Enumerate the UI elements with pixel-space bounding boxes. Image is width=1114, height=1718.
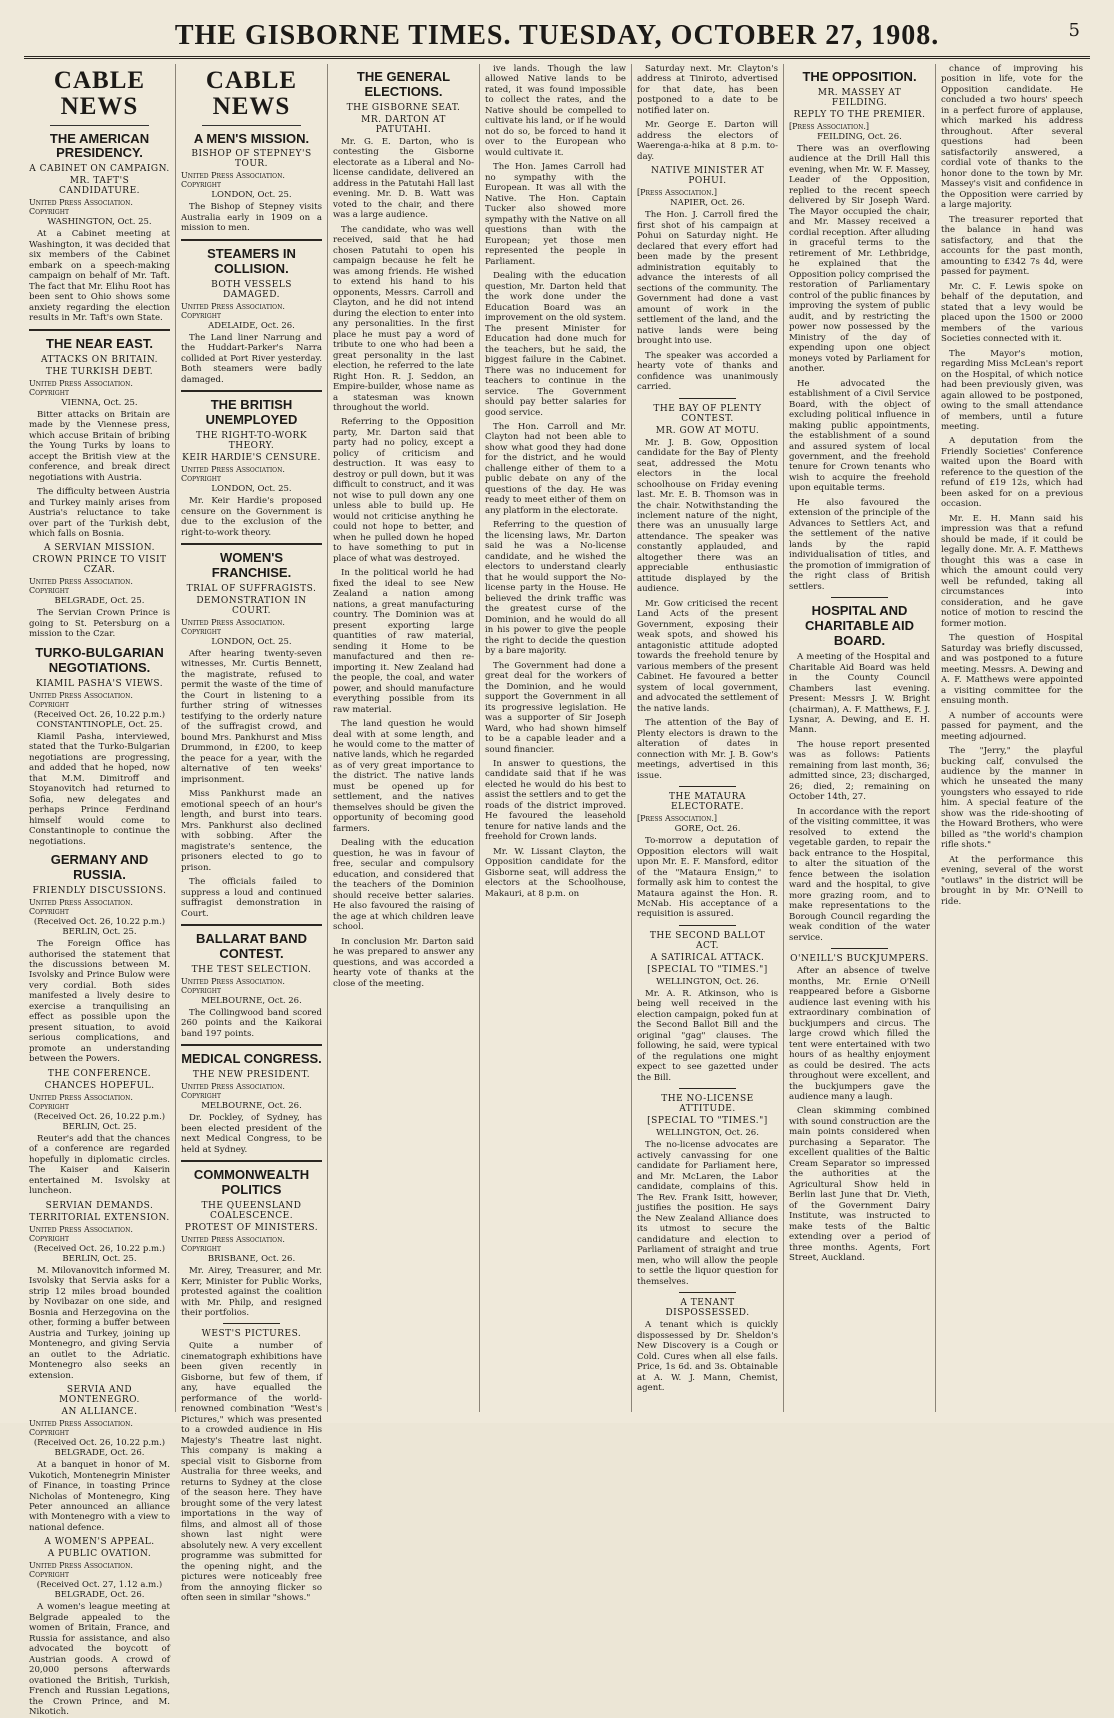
press-credit: United Press Association. Copyright [29, 1224, 133, 1243]
article-paragraph: A women's league meeting at Belgrade appealed to the women of Britain, France, and Russia for assistance, and also advocated the boycott of Austrian goods. A crowd of 20,000 persons afterwards ovationed the British, Turkish, French and Russian Legations, the Crown Prince, and M. Nikotich. [29, 1602, 170, 1718]
divider-rule [181, 390, 322, 392]
press-credit: United Press Association. Copyright [181, 465, 285, 484]
columns-container [24, 64, 1090, 1718]
article-subheading: [SPECIAL TO "TIMES."] [647, 964, 768, 975]
article-paragraph: Dealing with the education question, Mr. Darton held that the work done under the Education Board was an improvement on the old system. The present Minister for Education had done much for the teachers, but he said, the biggest failure in the Cabinet. There was no inducement for teachers to continue in the service. The Government should pay better salaries for good service. [485, 271, 626, 418]
press-credit: United Press Association. Copyright [29, 898, 133, 917]
article-paragraph: The "Jerry," the playful bucking calf, convulsed the audience by the manner in which he unseated the many youngsters who essayed to ride him. A special feature of the show was the ride-shooting of the Howard Brothers, who were billed as "the world's champion rifle shots." [941, 746, 1083, 851]
column-1 [24, 64, 176, 1718]
article-dateline: (Received Oct. 26, 10.22 p.m.) BELGRADE, Oct. 26. [33, 1438, 166, 1459]
article-dateline: LONDON, Oct. 25. [211, 190, 292, 201]
article-subheading: THE SECOND BALLOT ACT. [649, 930, 766, 951]
article-paragraph: Mr. Keir Hardie's proposed censure on the Government is due to the exclusion of the right-to-work theory. [181, 496, 322, 538]
article-paragraph: The officials failed to suppress a loud and continued suffragist demonstration in Court. [181, 877, 322, 919]
article-paragraph: Mr. Airey, Treasurer, and Mr. Kerr, Minister for Public Works, protested against the coalition with Mr. Philp, and resigned their portfolios. [181, 1266, 322, 1318]
masthead-title: THE GISBORNE TIMES. TUESDAY, OCTOBER 27, 1908. [174, 20, 940, 51]
press-credit: United Press Association. Copyright [29, 198, 133, 217]
divider-rule [679, 398, 735, 399]
article-subheading: MR. GOW AT MOTU. [655, 425, 760, 436]
article-subheading: A TENANT DISPOSSESSED. [665, 1298, 750, 1319]
article-paragraph: The attention of the Bay of Plenty electors is drawn to the alteration of dates in connection with Mr. J. B. Gow's meetings, advertised in this issue. [637, 718, 778, 781]
article-headline: WOMEN'S FRANCHISE. [211, 550, 292, 580]
article-headline: HOSPITAL AND CHARITABLE AID BOARD. [804, 603, 915, 649]
press-credit: United Press Association. Copyright [29, 1419, 133, 1438]
divider-rule [679, 786, 735, 787]
press-credit: United Press Association. Copyright [181, 976, 285, 995]
article-paragraph: Mr. Gow criticised the recent Land Acts of the present Government, exposing their weak spots, and showed his antagonistic attitude adopted towards the freehold tenure by various members of the present Cabinet. He favoured a better system of local government, and advocated the settlement of the native lands. [637, 598, 778, 714]
article-subheading: MR. TAFT'S CANDIDATURE. [58, 176, 141, 197]
article-dateline: BELGRADE, Oct. 25. [54, 596, 145, 607]
article-headline: A MEN'S MISSION. [193, 130, 310, 146]
article-paragraph: To-morrow a deputation of Opposition electors will wait upon Mr. E. F. Mansford, editor of the "Mataura Ensign," to formally ask him to contest the Mataura against the Hon. R. McNab. His acceptance of a requisition is assured. [637, 836, 778, 920]
article-dateline: LONDON, Oct. 25. [211, 484, 292, 495]
divider-rule [29, 329, 170, 331]
article-paragraph: The no-license advocates are actively canvassing for one candidate for Parliament here, and Mr. McLaren, the Labor candidate, complains of this. The Rev. Frank Isitt, however, justifies the position. He says the New Zealand Alliance does its utmost to secure the candidature and election to Parliament of straight and true men, who will allow the people to settle the liquor question for themselves. [637, 1140, 778, 1287]
article-paragraph: A deputation from the Friendly Societies' Conference waited upon the Board with reference to the question of the refund of £19 12s, which had been asked for on a previous occasion. [941, 436, 1083, 510]
article-subheading: PROTEST OF MINISTERS. [184, 1223, 319, 1234]
article-paragraph: Clean skimming combined with sound construction are the main points considered when purchasing a Separator. The excellent qualities of the Baltic Cream Separator so impressed the authorities at the Agricultural Show held in Berlin last June that Dr. Vieth, of the Government Dairy Institute, was instructed to make tests of the Baltic extending over a period of three months. Agents, Fort Street, Auckland. [789, 1106, 930, 1264]
article-paragraph: The candidate, who was well received, said that he had chosen Patutahi to open his campaign because he felt he was among friends. He wished to extend his hand to his opponents, Messrs. Carroll and Clayton, and he did not intend during the election to enter into any personalities. In the first place he must pay a word of tribute to one who had been a great personality in the last election, he referred to the late Right Hon. R. J. Seddon, an Empire-builder, whose name as a statesman was known throughout the world. [333, 224, 474, 413]
article-subheading: CHANCES HOPEFUL. [44, 1080, 155, 1091]
article-subheading: THE CONFERENCE. [47, 1068, 152, 1079]
article-headline: BALLARAT BAND CONTEST. [196, 930, 307, 961]
divider-rule [181, 924, 322, 926]
column-5 [632, 64, 784, 1412]
article-subheading: THE RIGHT-TO-WORK THEORY. [195, 431, 308, 452]
article-headline: MEDICAL CONGRESS. [181, 1051, 322, 1067]
article-paragraph: Miss Pankhurst made an emotional speech of an hour's length, and burst into tears. Mrs. Pankhurst also declined with sobbing. After the magistrate's sentence, the prisoners elected to go to prison. [181, 789, 322, 873]
article-paragraph: In the political world he had fixed the ideal to see New Zealand a nation among nations, a great manufacturing country. The Dominion was at present exporting large quantities of raw material, sending it Home to be manufactured and then re-importing it. New Zealand had the people, the coal, and water power, and should manufacture everything possible from its raw material. [333, 568, 474, 715]
article-subheading: ATTACKS ON BRITAIN. [40, 354, 159, 365]
article-paragraph: He advocated the establishment of a Civil Service Board, with the object of excluding political influence in making public appointments, the establishment of a sound and assured system of local government, and the freehold tenure for Crown tenants who wish to acquire the freehold upon equitable terms. [789, 378, 930, 494]
article-dateline: MELBOURNE, Oct. 26. [201, 1101, 302, 1112]
article-paragraph: Reuter's add that the chances of a conference are regarded hopefully in diplomatic circles. The Kaiser and Kaiserin entertained M. Isvolsky at luncheon. [29, 1133, 170, 1197]
article-subheading: BISHOP OF STEPNEY'S TOUR. [191, 149, 312, 170]
article-subheading: A SATIRICAL ATTACK. [650, 952, 765, 963]
article-subheading: KIAMIL PASHA'S VIEWS. [35, 678, 164, 689]
article-paragraph: The Government had done a great deal for the workers of the Dominion, and he would support the Government in all its progressive legislation. He was a supporter of Sir Joseph Ward, who had shown himself to be a capable leader and a sound financier. [485, 660, 626, 755]
article-subheading: MR. MASSEY AT FEILDING. [817, 87, 902, 108]
article-paragraph: The house report presented was as follows: Patients remaining from last month, 36; admitted since, 23; discharged, 26; died, 2; remaining on October 14th, 27. [789, 739, 930, 803]
article-headline: THE BRITISH UNEMPLOYED [205, 397, 298, 428]
article-dateline: WASHINGTON, Oct. 25. [47, 217, 152, 228]
article-subheading: WEST'S PICTURES. [201, 1329, 302, 1340]
article-dateline: FEILDING, Oct. 26. [817, 131, 902, 142]
article-subheading: [SPECIAL TO "TIMES."] [647, 1116, 768, 1127]
article-subheading: A CABINET ON CAMPAIGN. [29, 164, 170, 175]
article-paragraph: chance of improving his position in life, vote for the Opposition candidate. He concluded a two hours' speech in a perfect furore of applause, which marked his address throughout. After several questions had been satisfactorily answered, a cordial vote of thanks to the honor done to the town by Mr. Massey's visit and confidence in the Opposition were carried by a large majority. [941, 64, 1083, 211]
article-subheading: THE NEW PRESIDENT. [192, 1070, 311, 1081]
article-subheading: CROWN PRINCE TO VISIT CZAR. [32, 555, 167, 576]
article-dateline: (Received Oct. 26, 10.22 p.m.) BERLIN, Oct. 25. [33, 1111, 166, 1132]
article-paragraph: The Land liner Narrung and the Huddart-Parker's Narra collided at Port River yesterday. Both steamers were badly damaged. [181, 332, 322, 385]
article-paragraph: Referring to the Opposition party, Mr. Darton said that party had no policy, except a policy of criticism and destruction. It was easy to destroy or pull down, but it was difficult to construct, and it was not wise to pull down any one unless able to build up. He would not criticise anything he could not hope to better, and when he pulled down he hoped to have something to put in place of what was destroyed. [333, 417, 474, 564]
article-subheading: AN ALLIANCE. [61, 1407, 138, 1418]
article-paragraph: ive lands. Though the law allowed Native lands to be rated, it was found impossible to collect the rates, and the Native should be compelled to cultivate his land, or if he would not do so, be forced to hand it over to the European who would cultivate it. [485, 64, 626, 158]
article-paragraph: Bitter attacks on Britain are made by the Viennese press, which accuse Britain of bribing the Young Turks by loans to accept the British view at the conference, and break direct negotiations with Austria. [29, 409, 170, 483]
article-paragraph: Mr. C. F. Lewis spoke on behalf of the deputation, and stated that a levy would be placed upon the 1500 or 2000 members of the various Societies connected with it. [941, 281, 1083, 345]
article-paragraph: The Hon. James Carroll had no sympathy with the European. It was all with the Native. The Hon. Captain Tucker also showed more sympathy with the Native on all questions than with the European; yet those men represented the people in Parliament. [485, 162, 626, 267]
press-credit: United Press Association. Copyright [181, 171, 285, 190]
article-subheading: THE GISBORNE SEAT. [346, 102, 461, 113]
article-paragraph: At the performance this evening, several of the worst "outlaws" in the district will be brought in by Mr. O'Neill to ride. [941, 854, 1083, 907]
press-credit: United Press Association. Copyright [181, 1235, 285, 1254]
article-subheading: THE BAY OF PLENTY CONTEST. [653, 403, 762, 424]
article-paragraph: In accordance with the report of the visiting committee, it was resolved to extend the vegetable garden, to repair the back entrance to the Hospital, to alter the situation of the fence between the isolation ward and the hospital, to give more grazing room, and to make representations to the Borough Council regarding the weak condition of the water service. [789, 806, 930, 943]
article-paragraph: A number of accounts were passed for payment, and the meeting adjourned. [941, 710, 1083, 742]
divider-rule [181, 239, 322, 241]
press-credit: [Press Association.] [637, 188, 718, 198]
article-headline: THE AMERICAN PRESIDENCY. [49, 130, 150, 161]
press-credit: [Press Association.] [637, 814, 718, 824]
article-subheading: A PUBLIC OVATION. [47, 1549, 152, 1560]
article-subheading: O'NEILL'S BUCKJUMPERS. [790, 954, 929, 965]
article-dateline: (Received Oct. 26, 10.22 p.m.) BERLIN, Oct. 25. [33, 917, 166, 938]
article-paragraph: He also favoured the extension of the principle of the Advances to Settlers Act, and the settlement of the native lands by the rapid individualisation of titles, and the promotion of immigration of the right class of British settlers. [789, 497, 930, 592]
article-paragraph: A meeting of the Hospital and Charitable Aid Board was held in the County Council Chambers last evening. Present: Messrs J. W. Bright (chairman), A. F. Matthews, F. J. Lysnar, A. Dewing, and E. H. Mann. [789, 652, 930, 736]
article-paragraph: The land question he would deal with at some length, and he would come to the matter of native lands, which he regarded as of very great importance to the district. The native lands must be opened up for settlement, and the natives themselves should be given the opportunity of becoming good farmers. [333, 719, 474, 834]
press-credit: United Press Association. Copyright [181, 1082, 285, 1101]
divider-rule [679, 925, 735, 926]
article-headline: TURKO-BULGARIAN NEGOTIATIONS. [35, 644, 164, 675]
article-paragraph: Kiamil Pasha, interviewed, stated that the Turko-Bulgarian negotiations are progressing, and added that he hoped, now that M.M. Dimitroff and Stoyanovitch had returned to Sofia, new delegates and perhaps Prince Ferdinand himself would come to Constantinople to continue the negotiations. [29, 731, 170, 847]
article-headline: COMMONWEALTH POLITICS [193, 1167, 310, 1198]
article-subheading: KEIR HARDIE'S CENSURE. [182, 453, 321, 464]
article-dateline: VIENNA, Oct. 25. [61, 397, 138, 408]
article-dateline: GORE, Oct. 26. [674, 824, 741, 835]
article-subheading: BOTH VESSELS DAMAGED. [211, 279, 292, 300]
article-paragraph: The Foreign Office has authorised the statement that the discussions between M. Isvolsky and Prince Bulow were very cordial. Both sides manifested a lively desire to exercise a tranquilising an effect as possible upon the present situation, to avoid serious complications, and promote an understanding between the Powers. [29, 939, 170, 1065]
article-paragraph: After hearing twenty-seven witnesses, Mr. Curtis Bennett, the magistrate, refused to permit the waste of the time of the Court in listening to a further string of witnesses testifying to the orderly nature of the suffragist crowd, and bound Mrs. Pankhurst and Miss Drummond, in £200, to keep the peace for a year, with the alternative of ten weeks' imprisonment. [181, 648, 322, 785]
article-subheading: FRIENDLY DISCUSSIONS. [32, 886, 167, 897]
divider-rule [679, 1292, 735, 1293]
article-paragraph: The Collingwood band scored 260 points and the Kaikorai band 197 points. [181, 1007, 322, 1039]
article-dateline: BRISBANE, Oct. 26. [207, 1254, 296, 1265]
article-paragraph: A tenant which is quickly dispossessed by Dr. Sheldon's New Discovery is a Cough or Cold. Cures when all else fails. Price, 1s 6d. and 3s. Obtainable at A. W. J. Mann, Chemist, agent. [637, 1320, 778, 1394]
article-paragraph: The speaker was accorded a hearty vote of thanks and confidence was unanimously carried. [637, 350, 778, 393]
article-subheading: THE NO-LICENSE ATTITUDE. [661, 1094, 754, 1115]
article-dateline: (Received Oct. 27, 1.12 a.m.) BELGRADE, Oct. 26. [36, 1580, 163, 1601]
article-subheading: SERVIA AND MONTENEGRO. [59, 1385, 140, 1406]
article-paragraph: At a Cabinet meeting at Washington, it was decided that six members of the Cabinet embark on a speech-making campaign on behalf of Mr. Taft. The fact that Mr. Elihu Root has been sent to Ohio shows some anxiety regarding the election results in Mr. Taft's own State. [29, 229, 170, 324]
article-subheading: TRIAL OF SUFFRAGISTS. [186, 583, 317, 594]
article-dateline: WELLINGTON, Oct. 26. [656, 1128, 759, 1139]
divider-rule [181, 1044, 322, 1046]
divider-rule [181, 543, 322, 545]
article-paragraph: In conclusion Mr. Darton said he was prepared to answer any questions, and was accorded a hearty vote of thanks at the close of the meeting. [333, 936, 474, 989]
column-6 [784, 64, 936, 1412]
column-3 [328, 64, 480, 1412]
article-paragraph: The treasurer reported that the balance in hand was satisfactory, and that the accounts for the past month, amounting to £342 7s 4d, were passed for payment. [941, 214, 1083, 278]
article-subheading: A WOMEN'S APPEAL. [44, 1537, 155, 1548]
article-dateline: (Received Oct. 26, 10.22 p.m.) CONSTANTINOPLE, Oct. 25. [33, 709, 166, 730]
article-dateline: (Received Oct. 26, 10.22 p.m.) BERLIN, Oct. 25. [33, 1243, 166, 1264]
article-paragraph: The Bishop of Stepney visits Australia early in 1909 on a mission to men. [181, 202, 322, 234]
article-subheading: A SERVIAN MISSION. [44, 543, 155, 554]
article-subheading: MR. DARTON AT PATUTAHI. [361, 114, 446, 135]
article-subheading: REPLY TO THE PREMIER. [793, 109, 926, 120]
column-2 [176, 64, 328, 1604]
article-subheading: TERRITORIAL EXTENSION. [29, 1212, 170, 1223]
article-paragraph: The Mayor's motion, regarding Miss McLean's report on the Hospital, of which notice had been previously given, was again allowed to be postponed, owing to the small attendance of members, until a future meeting. [941, 348, 1083, 432]
article-dateline: LONDON, Oct. 25. [211, 636, 292, 647]
press-credit: United Press Association. Copyright [181, 617, 285, 636]
article-paragraph: Mr. George E. Darton will address the electors of Waerenga-a-hika at 8 p.m. to-day. [637, 120, 778, 162]
article-paragraph: Mr. J. B. Gow, Opposition candidate for the Bay of Plenty seat, addressed the Motu electors in the local schoolhouse on Friday evening last. Mr. E. B. Thomson was in the chair. Notwithstanding the inclement nature of the night, there was an unusually large attendance. The speaker was constantly applauded, and altogether there was an appreciable enthusiastic attitude displayed by the audience. [637, 437, 778, 595]
article-paragraph: In answer to questions, the candidate said that if he was elected he would do his best to assist the settlers and to get the roads of the district improved. He favoured the leasehold tenure for native lands and the freehold for Crown lands. [485, 759, 626, 843]
article-paragraph: At a banquet in honor of M. Vukotich, Montenegrin Minister of Finance, in toasting Prince Nicholas of Montenegro, King Peter announced an alliance with Montenegro with a view to national defence. [29, 1460, 170, 1533]
article-paragraph: Dr. Pockley, of Sydney, has been elected president of the next Medical Congress, to be held at Sydney. [181, 1113, 322, 1155]
column-4 [480, 64, 632, 1412]
article-paragraph: Quite a number of cinematograph exhibitions have been given recently in Gisborne, but few of them, if any, have equalled the performance of the world-renowned combination "West's Pictures," which was presented to a crowded audience in His Majesty's Theatre last night. This company is making a special visit to Gisborne from Australia for three weeks, and returns to Sydney at the close of the season here. They have brought some of the very latest importations in the way of films, and almost all of those shown last night were absolutely new. A very excellent programme was submitted for the opening night, and the pictures were noticeably free from the annoying flicker so often seen in similar "shows." [181, 1341, 322, 1604]
section-banner: CABLE NEWS [181, 68, 322, 126]
article-paragraph: The question of Hospital Saturday was briefly discussed, and was postponed to a future meeting. Messrs. A. Dewing and A. F. Matthews were appointed a visiting committee for the ensuing month. [941, 633, 1083, 707]
article-paragraph: The Hon. J. Carroll fired the first shot of his campaign at Pohui on Saturday night. He declared that every effort had been made by the present administration equitably to advance the interests of all sections of the community. The Government had done a vast amount of work in the settlement of the land, and the native lands were being brought into use. [637, 210, 778, 347]
page-number: 5 [1068, 20, 1080, 41]
press-credit: [Press Association.] [789, 121, 870, 131]
article-subheading: THE TURKISH DEBT. [45, 366, 154, 377]
article-headline: THE NEAR EAST. [46, 335, 153, 351]
article-subheading: SERVIAN DEMANDS. [45, 1200, 154, 1211]
article-paragraph: Mr. E. H. Mann said his impression was that a refund should be made, if it could be legally done. Mr. A. F. Matthews thought this was a case in which the amount could very well be refunded, taking all circumstances into consideration, and he gave notice of motion to rescind the former motion. [941, 513, 1083, 629]
column-7 [936, 64, 1088, 1412]
article-paragraph: Mr. G. E. Darton, who is contesting the Gisborne electorate as a Liberal and No-license candidate, delivered an address in the Patutahi Hall last evening. Mr. D. B. Watt was voted to the chair, and there was a large audience. [333, 136, 474, 221]
article-paragraph: Mr. W. Lissant Clayton, the Opposition candidate for the Gisborne seat, will address the electors at the Schoolhouse, Makauri, at 8 p.m. on [485, 846, 626, 899]
divider-rule [679, 1088, 735, 1089]
article-subheading: DEMONSTRATION IN COURT. [196, 595, 307, 616]
article-dateline: MELBOURNE, Oct. 26. [201, 995, 302, 1006]
press-credit: United Press Association. Copyright [29, 1561, 133, 1580]
masthead [24, 16, 1090, 59]
article-paragraph: Dealing with the education question, he was in favour of free, secular and compulsory education, and considered that the teachers of the Dominion should receive better salaries. He also favoured the raising of the age at which children leave school. [333, 838, 474, 933]
article-paragraph: There was an overflowing audience at the Drill Hall this evening, when Mr. W. F. Massey, Leader of the Opposition, replied to the recent speech delivered by Sir Joseph Ward. The Mayor occupied the chair, and Mr. Massey received a cordial reception. After alluding in graceful terms to the retirement of Mr. Lethbridge, he explained that the Opposition policy comprised the restoration of Parliamentary control of the public finances by improving the system of public audit, and by restricting the power now possessed by the Ministry of the day of expending upon one object moneys voted by Parliament for another. [789, 143, 930, 375]
press-credit: United Press Association. Copyright [29, 690, 133, 709]
article-paragraph: The difficulty between Austria and Turkey mainly arises from Austria's reluctance to take over part of the Turkish debt, which falls on Bosnia. [29, 487, 170, 539]
article-subheading: THE MATAURA ELECTORATE. [669, 792, 746, 813]
article-subheading: NATIVE MINISTER AT POHUI. [651, 166, 764, 187]
divider-rule [831, 597, 887, 598]
divider-rule [181, 1160, 322, 1162]
article-headline: THE GENERAL ELECTIONS. [356, 69, 451, 99]
article-paragraph: M. Milovanovitch informed M. Isvolsky that Servia asks for a strip 12 miles broad bounded by Novibazar on one side, and Bosnia and Herzegovina on the other, forming a buffer between Austria and Turkey, joining up Montenegro, and giving Servia an outlet to the Adriatic. Montenegro also seeks an extension. [29, 1265, 170, 1381]
press-credit: United Press Association. Copyright [29, 378, 133, 397]
article-headline: THE OPPOSITION. [802, 69, 917, 84]
divider-rule [831, 948, 887, 949]
article-paragraph: The Hon. Carroll and Mr. Clayton had not been able to show what good they had done for the district, and he would challenge either of them to a public debate on any of the questions of the day. He was ready to meet either of them on any platform in the electorate. [485, 421, 626, 516]
article-dateline: ADELAIDE, Oct. 26. [208, 320, 295, 331]
article-headline: GERMANY AND RUSSIA. [50, 852, 149, 883]
article-paragraph: Referring to the question of the licensing laws, Mr. Darton said he was a No-license candidate, and he wished the electors to understand clearly that he would support the No-license party in the House. He believed the drink traffic was the greatest curse of the Dominion, and he would do all in his power to give the people the right to decide the question by a bare majority. [485, 520, 626, 657]
article-headline: STEAMERS IN COLLISION. [207, 245, 296, 276]
press-credit: United Press Association. Copyright [29, 577, 133, 596]
article-dateline: NAPIER, Oct. 26. [670, 198, 745, 209]
press-credit: United Press Association. Copyright [181, 301, 285, 320]
article-paragraph: Mr. A. R. Atkinson, who is being well received in the election campaign, poked fun at the Second Ballot Bill and the original "gag" clauses. The following, he said, were typical of the regulations one might expect to see gazetted under the Bill. [637, 988, 778, 1083]
article-paragraph: After an absence of twelve months, Mr. Ernie O'Neill reappeared before a Gisborne audience last evening with his extraordinary combination of buckjumpers and circus. The large crowd which filled the tent were entertained with two hours of as healthy enjoyment as could be desired. The acts throughout were excellent, and the buckjumpers gave the audience many a laugh. [789, 966, 930, 1102]
divider-rule [223, 1323, 279, 1324]
article-dateline: WELLINGTON, Oct. 26. [656, 976, 759, 987]
article-subheading: THE QUEENSLAND COALESCENCE. [201, 1201, 302, 1222]
press-credit: United Press Association. Copyright [29, 1092, 133, 1111]
article-subheading: THE TEST SELECTION. [191, 964, 312, 975]
article-paragraph: The Servian Crown Prince is going to St. Petersburg on a mission to the Czar. [29, 608, 170, 640]
article-paragraph: Saturday next. Mr. Clayton's address at Tiniroto, advertised for that date, has been postponed to a date to be notified later on. [637, 64, 778, 116]
section-banner: CABLE NEWS [29, 68, 170, 126]
